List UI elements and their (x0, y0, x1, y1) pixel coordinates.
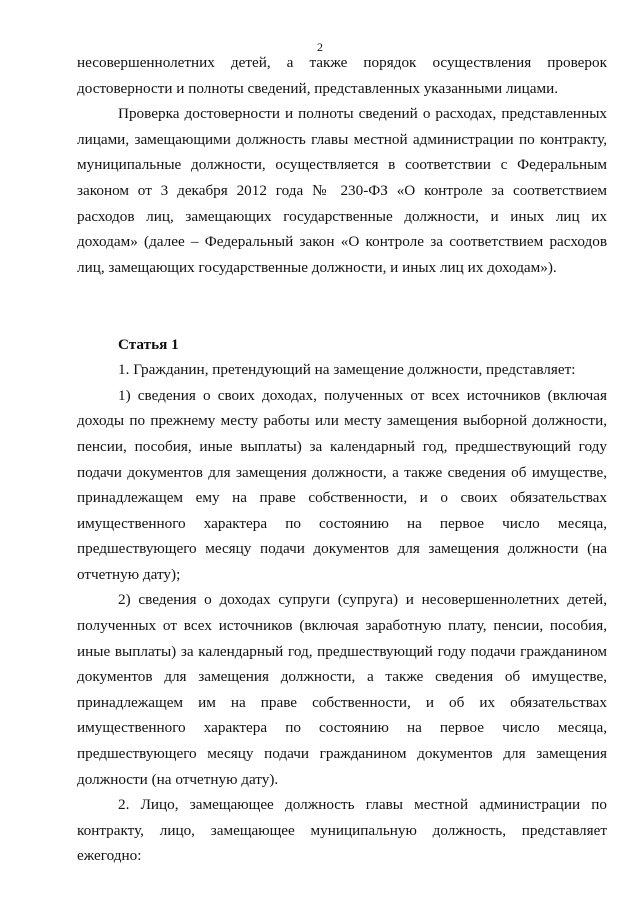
paragraph-continuation: несовершеннолетних детей, а также порядок осуществления проверок достоверности и полноты сведений, представленных указанными лицами. (77, 54, 607, 97)
spacer (77, 280, 607, 306)
paragraph-subitem-2: 2) сведения о доходах супруги (супруга) и несовершеннолетних детей, полученных от всех источников (включая заработную плату, пенсии, пособия, иные выплаты) за календарный год, предшествующий году подачи гражданином документов для замещения должности, а также сведения об имуществе, принадлежащем им на праве собственности, и об их обязательствах имущественного характера по состоянию на первое число месяца, предшествующего месяцу подачи гражданином документов для замещения должности (на отчетную дату). (77, 591, 607, 788)
paragraph-item-1: 1. Гражданин, претендующий на замещение должности, представляет: (118, 361, 576, 379)
paragraph-subitem-1: 1) сведения о своих доходах, полученных от всех источников (включая доходы по прежнему месту работы или месту замещения выборной должности, пенсии, пособия, иные выплаты) за календарный год, предшествующий году подачи документов для замещения должности, а также сведения об имуществе, принадлежащем ему на праве собственности, и о своих обязательствах имущественного характера по состоянию на первое число месяца, предшествующего месяцу подачи документов для замещения должности (на отчетную дату); (77, 386, 607, 583)
article-heading: Статья 1 (118, 335, 179, 353)
paragraph-item-2: 2. Лицо, замещающее должность главы местной администрации по контракту, лицо, замещающее муниципальную должность, представляет ежегодно: (77, 796, 607, 865)
spacer (77, 306, 607, 332)
document-body (77, 50, 607, 869)
paragraph-verification: Проверка достоверности и полноты сведений о расходах, представленных лицами, замещающими должность главы местной администрации по контракту, муниципальные должности, осуществляется в соответствии с Федеральным законом от 3 декабря 2012 года № 230-ФЗ «О контроле за соответствием расходов лиц, замещающих государственные должности, и иных лиц их доходам» (далее – Федеральный закон «О контроле за соответствием расходов лиц, замещающих государственные должности, и иных лиц их доходам»). (77, 105, 607, 276)
page-number: 2 (317, 40, 323, 54)
